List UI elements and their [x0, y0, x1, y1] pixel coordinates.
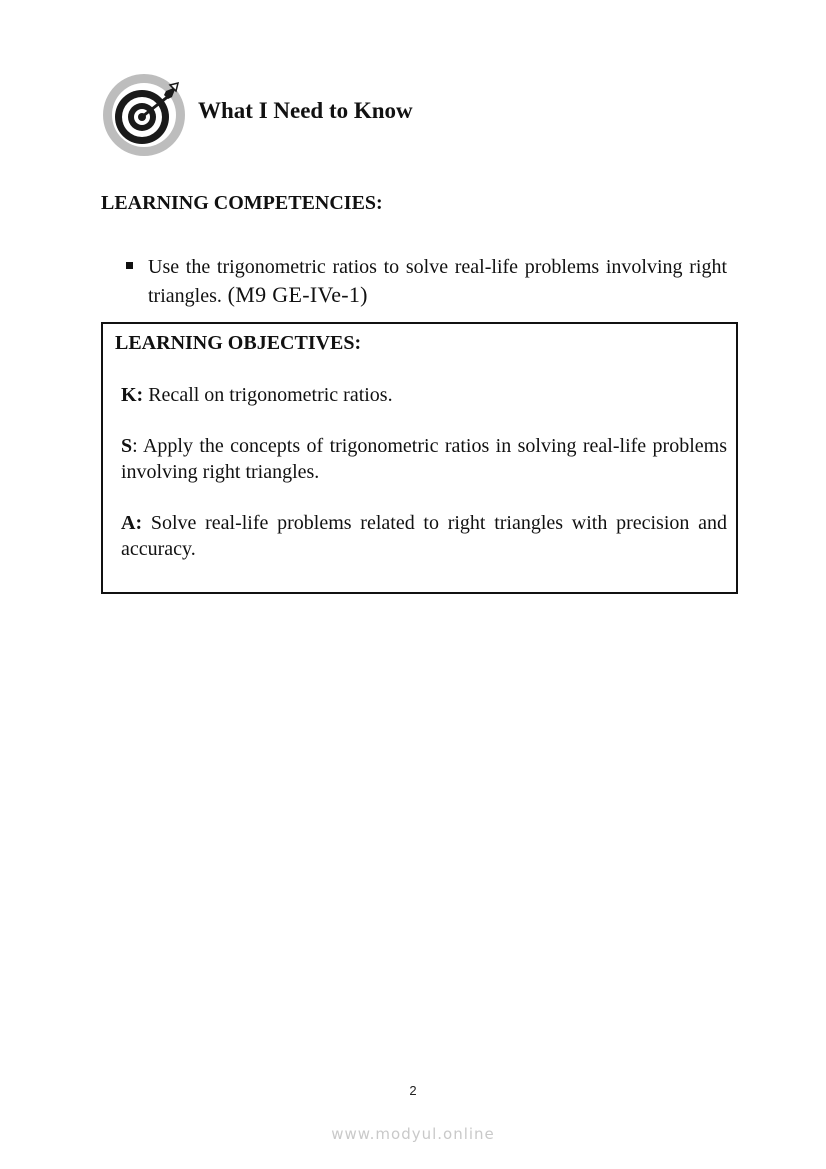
competency-item [126, 253, 727, 310]
objective-skill [121, 433, 727, 485]
learning-objectives-box [101, 322, 738, 594]
objective-attitude [121, 510, 727, 562]
square-bullet-icon [126, 262, 133, 269]
objective-text: Solve real-life problems related to right triangles with precision and accuracy. [121, 512, 727, 560]
page-number: 2 [409, 1083, 417, 1098]
section-title: What I Need to Know [198, 98, 413, 123]
objective-label: S [121, 435, 133, 457]
section-header [102, 73, 413, 157]
competency-description: Use the trigonometric ratios to solve real-life problems involving right triangles. [148, 256, 727, 307]
objective-text: Recall on trigonometric ratios. [143, 384, 393, 406]
competencies-heading: LEARNING COMPETENCIES: [101, 192, 383, 214]
competency-text [148, 253, 727, 310]
watermark: www.modyul.online [331, 1125, 495, 1143]
objective-knowledge [121, 382, 727, 408]
target-bullseye-icon [102, 73, 186, 157]
objectives-heading: LEARNING OBJECTIVES: [115, 332, 362, 354]
objective-text: : Apply the concepts of trigonometric ratios in solving real-life problems involving right triangles. [121, 435, 727, 483]
competency-code: (M9 GE-IVe-1) [221, 282, 368, 307]
objective-label: K: [121, 384, 144, 406]
objective-label: A: [121, 512, 143, 534]
